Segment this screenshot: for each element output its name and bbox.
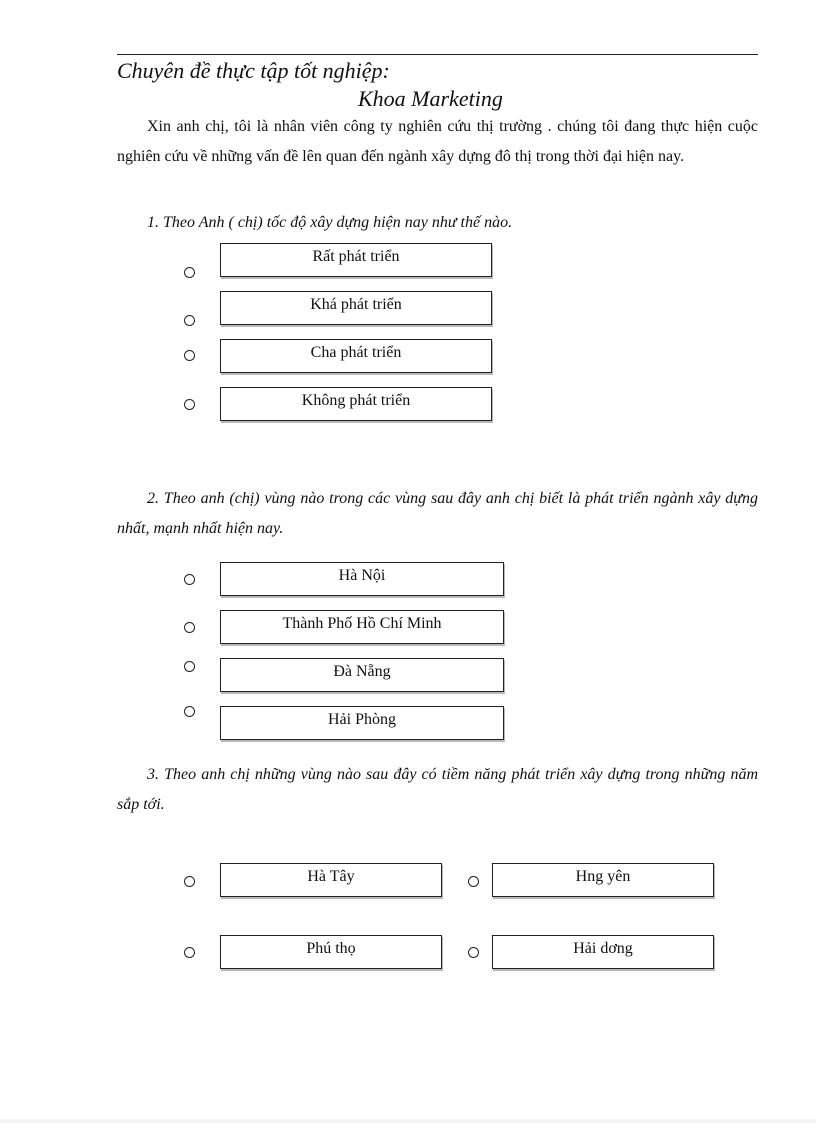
question-text: 1. Theo Anh ( chị) tốc độ xây dựng hiện nay như thế nào. [147,214,513,231]
question-2 [117,484,758,544]
question-1 [117,208,758,238]
option-box[interactable]: Đà Nẵng [220,658,504,692]
radio-button[interactable] [184,350,195,361]
question-text: 2. Theo anh (chị) vùng nào trong các vùng sau đây anh chị biết là phát triển ngành xây dựng nhất, mạnh nhất hiện nay. [117,490,758,537]
header-rule [117,54,758,55]
option-box[interactable]: Hà Tây [220,863,442,897]
question-text: 3. Theo anh chị những vùng nào sau đây có tiềm năng phát triển xây dựng trong những năm sắp tới. [117,766,758,813]
radio-button[interactable] [184,947,195,958]
radio-button[interactable] [468,947,479,958]
radio-button[interactable] [184,661,195,672]
option-box[interactable]: Hà Nội [220,562,504,596]
intro-paragraph [117,112,758,172]
radio-button[interactable] [184,315,195,326]
department-subtitle: Khoa Marketing [358,86,503,111]
option-box[interactable]: Phú thọ [220,935,442,969]
option-box[interactable]: Hải Phòng [220,706,504,740]
radio-button[interactable] [184,876,195,887]
option-box[interactable]: Cha phát triển [220,339,492,373]
radio-button[interactable] [468,876,479,887]
radio-button[interactable] [184,706,195,717]
option-box[interactable]: Hng yên [492,863,714,897]
document-title: Chuyên đề thực tập tốt nghiệp: [117,58,390,83]
radio-button[interactable] [184,574,195,585]
option-box[interactable]: Không phát triển [220,387,492,421]
radio-button[interactable] [184,622,195,633]
option-box[interactable]: Hải dơng [492,935,714,969]
option-box[interactable]: Thành Phố Hồ Chí Minh [220,610,504,644]
intro-text: Xin anh chị, tôi là nhân viên công ty nghiên cứu thị trường . chúng tôi đang thực hiện cuộc nghiên cứu về những vấn đề lên quan đến ngành xây dựng đô thị trong thời đại hiện nay. [117,118,758,165]
page-bottom-edge [0,1119,816,1123]
radio-button[interactable] [184,267,195,278]
radio-button[interactable] [184,399,195,410]
option-box[interactable]: Khá phát triển [220,291,492,325]
question-3 [117,760,758,820]
option-box[interactable]: Rất phát triển [220,243,492,277]
